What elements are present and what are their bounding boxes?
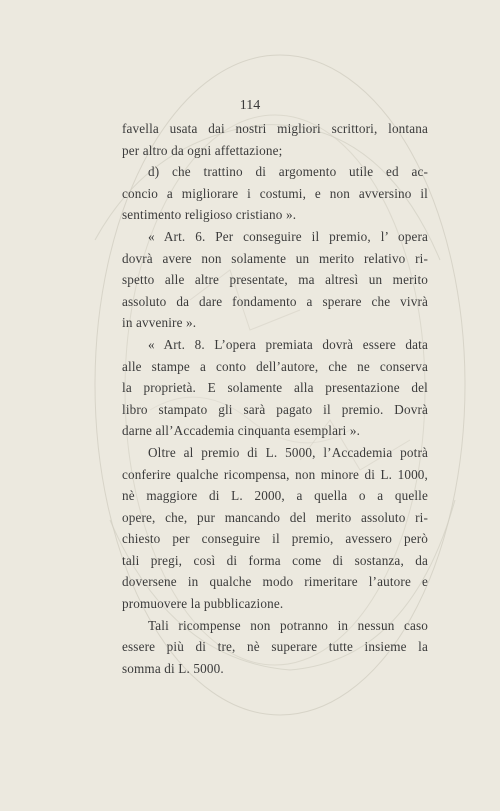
paragraph (122, 118, 428, 161)
text-line: darne all’Accademia cinquanta esemplari ». (122, 423, 361, 439)
paragraph (122, 442, 428, 615)
body-text (122, 118, 428, 679)
page-number: 114 (239, 98, 261, 113)
text-line: la proprietà. E solamente alla presentazione del (122, 380, 428, 396)
text-line: « Art. 8. L’opera premiata dovrà essere data (148, 336, 428, 352)
paragraph (122, 161, 428, 226)
text-line: Tali ricompense non potranno in nessun caso (148, 617, 428, 633)
text-line: d) che trattino di argomento utile ed ac- (148, 164, 428, 180)
text-line: in avvenire ». (122, 315, 197, 331)
text-line: libro stampato gli sarà pagato il premio. Dovrà (122, 401, 428, 417)
text-line: doversene in qualche modo rimeritare l’autore e (122, 574, 428, 590)
paragraph (122, 226, 428, 334)
text-line: « Art. 6. Per conseguire il premio, l’ opera (148, 228, 428, 244)
text-line: essere più di tre, nè superare tutte insieme la (122, 639, 428, 655)
text-line: assoluto da dare fondamento a sperare che vivrà (122, 293, 428, 309)
text-line: chiesto per conseguire il premio, avessero però (122, 531, 428, 547)
text-line: conferire qualche ricompensa, non minore di L. 1000, (122, 466, 428, 482)
text-line: opere, che, pur mancando del merito assoluto ri- (122, 509, 428, 525)
paragraph (122, 615, 428, 680)
text-line: Oltre al premio di L. 5000, l’Accademia potrà (148, 444, 428, 460)
text-line: nè maggiore di L. 2000, a quella o a quelle (122, 488, 428, 504)
text-line: tali pregi, così di forma come di sostanza, da (122, 552, 428, 568)
text-line: per altro da ogni affettazione; (122, 142, 283, 158)
paragraph (122, 334, 428, 442)
text-line: concio a migliorare i costumi, e non avversino il (122, 185, 428, 201)
text-line: sentimento religioso cristiano ». (122, 207, 297, 223)
text-line: spetto alle altre presentate, ma altresì un merito (122, 272, 428, 288)
text-line: favella usata dai nostri migliori scrittori, lontana (122, 121, 428, 136)
text-line: dovrà avere non solamente un merito relativo ri- (122, 250, 428, 266)
text-line: alle stampe a conto dell’autore, che ne conserva (122, 358, 428, 374)
text-line: promuovere la pubblicazione. (122, 596, 284, 612)
text-line: somma di L. 5000. (122, 660, 224, 676)
